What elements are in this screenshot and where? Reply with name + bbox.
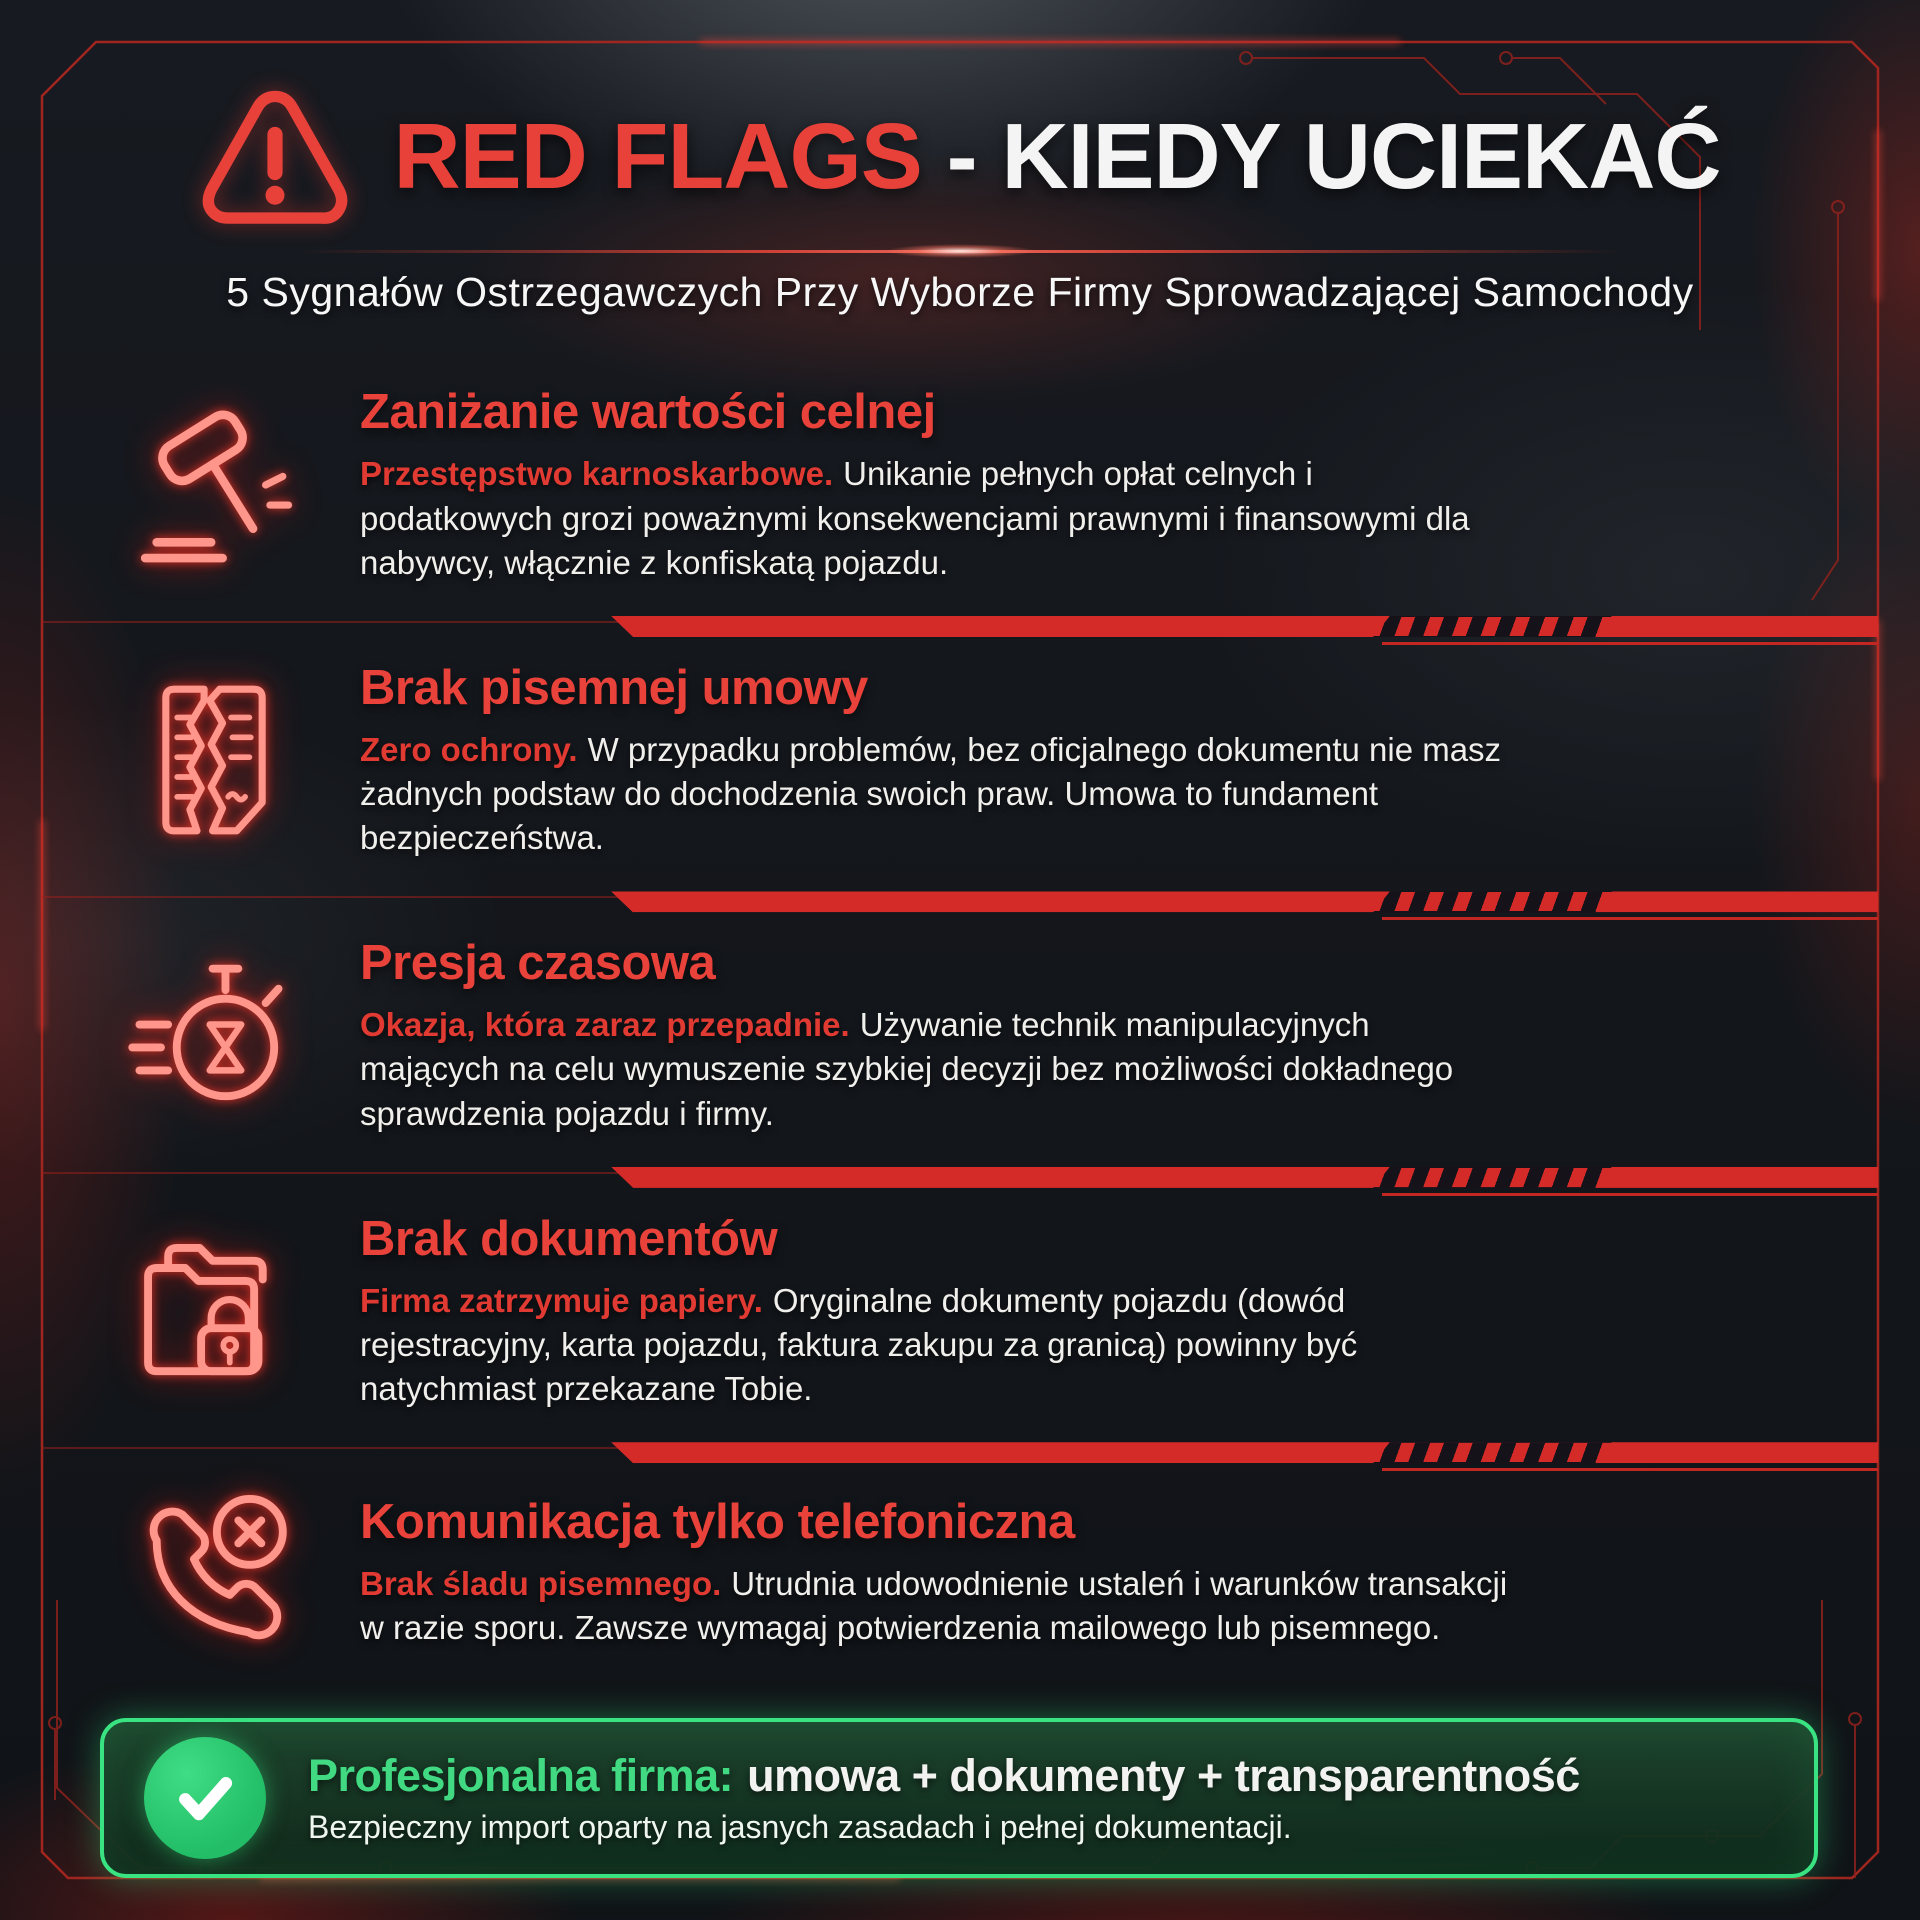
title-red-part: RED FLAGS: [393, 103, 922, 208]
section-text: Unikanie pełnych opłat celnych i podatkowych grozi poważnymi konsekwencjami prawnymi i finansowymi dla nabywcy, włącznie z konfiskatą pojazdu.: [360, 455, 1470, 581]
section-no-written-contract: [42, 636, 1878, 885]
section-heading: Brak dokumentów: [360, 1211, 778, 1266]
stopwatch-icon: [106, 950, 322, 1122]
footer-headline: umowa + dokumenty + transparentność: [747, 1749, 1580, 1801]
check-circle-icon: [144, 1737, 266, 1859]
professional-company-callout: [100, 1718, 1818, 1878]
section-lead: Okazja, która zaraz przepadnie.: [360, 1006, 850, 1044]
section-lead: Firma zatrzymuje papiery.: [360, 1281, 763, 1319]
section-heading: Brak pisemnej umowy: [360, 660, 868, 715]
section-lead: Brak śladu pisemnego.: [360, 1564, 722, 1602]
section-body: [360, 1562, 1508, 1650]
section-content: [360, 1494, 1508, 1650]
tech-divider: [42, 1439, 1878, 1452]
section-content: [360, 660, 1508, 861]
torn-contract-icon: [106, 671, 322, 849]
section-time-pressure: [42, 911, 1878, 1160]
tech-divider: [42, 888, 1878, 901]
section-heading: Presja czasowa: [360, 936, 716, 991]
section-missing-documents: [42, 1187, 1878, 1436]
footer-title: [308, 1750, 1580, 1802]
page-title: [393, 103, 1721, 208]
section-text: Oryginalne dokumenty pojazdu (dowód rejestracyjny, karta pojazdu, faktura zakupu za granicą) powinny być natychmiast przekazane Tobie.: [360, 1281, 1358, 1408]
header: [42, 86, 1878, 226]
section-lead: Zero ochrony.: [360, 730, 578, 768]
tech-divider: [42, 1164, 1878, 1177]
section-content: [360, 384, 1508, 585]
section-content: [360, 935, 1508, 1136]
section-content: [360, 1211, 1508, 1412]
gavel-icon: [106, 399, 322, 571]
footer-content: [308, 1750, 1580, 1847]
lens-flare-divider: [299, 250, 1621, 253]
footer-subtext: Bezpieczny import oparty na jasnych zasadach i pełnej dokumentacji.: [308, 1809, 1292, 1846]
section-lead: Przestępstwo karnoskarbowe.: [360, 455, 834, 493]
section-body: [360, 1279, 1508, 1412]
footer-lead: Profesjonalna firma:: [308, 1749, 734, 1801]
section-heading: Zaniżanie wartości celnej: [360, 385, 936, 440]
section-body: [360, 1003, 1508, 1136]
section-text: Używanie technik manipulacyjnych mających na celu wymuszenie szybkiej decyzji bez możliwości dokładnego sprawdzenia pojazdu i firmy.: [360, 1006, 1454, 1132]
phone-x-icon: [106, 1486, 322, 1658]
section-phone-only-communication: [42, 1462, 1878, 1682]
content-stage: [42, 42, 1878, 1878]
section-body: [360, 728, 1508, 861]
section-heading: Komunikacja tylko telefoniczna: [360, 1494, 1075, 1549]
section-text: Utrudnia udowodnienie ustaleń i warunków transakcji w razie sporu. Zawsze wymagaj potwierdzenia mailowego lub pisemnego.: [360, 1564, 1508, 1647]
subtitle: 5 Sygnałów Ostrzegawczych Przy Wyborze Firmy Sprowadzającej Samochody: [226, 268, 1694, 315]
section-body: [360, 452, 1508, 585]
title-white-part: - KIEDY UCIEKAĆ: [921, 103, 1721, 208]
section-customs-undervaluation: [42, 360, 1878, 609]
warning-triangle-icon: [199, 86, 351, 226]
locked-folder-icon: [106, 1225, 322, 1397]
tech-divider: [42, 613, 1878, 626]
section-text: W przypadku problemów, bez oficjalnego dokumentu nie masz żadnych podstaw do dochodzenia swoich praw. Umowa to fundament bezpieczeństwa.: [360, 730, 1502, 857]
